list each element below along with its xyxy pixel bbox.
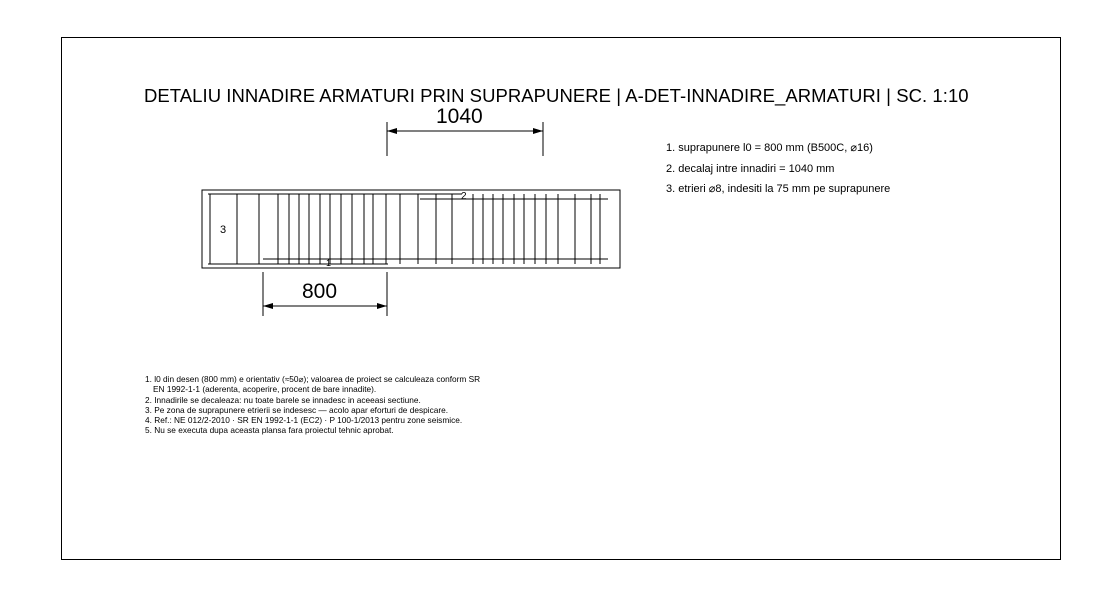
note-item — [145, 374, 480, 395]
note-item: 4. Ref.: NE 012/2-2010 · SR EN 1992-1-1 (EC2) · P 100-1/2013 pentru zone seismice. — [145, 415, 463, 426]
general-notes — [145, 374, 480, 436]
note-1-line-2: EN 1992-1-1 (aderenta, acoperire, procent de bare innadite). — [153, 384, 377, 395]
mark-top-bar: 2 — [461, 191, 467, 202]
legend-item: 1. suprapunere l0 = 800 mm (B500C, ⌀16) — [666, 142, 873, 154]
legend-item: 3. etrieri ⌀8, indesiti la 75 mm pe suprapunere — [666, 183, 891, 195]
note-item: 5. Nu se executa dupa aceasta plansa fara proiectul tehnic aprobat. — [145, 425, 394, 436]
drawing-legend — [666, 142, 890, 204]
mark-bottom-bar: 1 — [326, 258, 332, 268]
drawing-title: DETALIU INNADIRE ARMATURI PRIN SUPRAPUNERE | A-DET-INNADIRE_ARMATURI | SC. 1:10 — [144, 85, 969, 106]
stirrups — [210, 194, 600, 264]
note-item: 3. Pe zona de suprapunere etrierii se indesesc — acolo apar eforturi de despicare. — [145, 404, 449, 415]
longitudinal-bars — [208, 194, 608, 264]
mark-stirrup: 3 — [220, 224, 227, 236]
dimension-bottom-value: 800 — [302, 280, 338, 303]
note-1-line-1: 1. l0 din desen (800 mm) e orientativ (≈50⌀); valoarea de proiect se calculeaza conform SR — [145, 374, 481, 384]
beam-outline — [202, 190, 620, 268]
dimension-top-value: 1040 — [436, 105, 483, 128]
note-item: 2. Innadirile se decaleaza: nu toate barele se innadesc in aceeasi sectiune. — [145, 394, 421, 405]
legend-item: 2. decalaj intre innadiri = 1040 mm — [666, 162, 835, 175]
